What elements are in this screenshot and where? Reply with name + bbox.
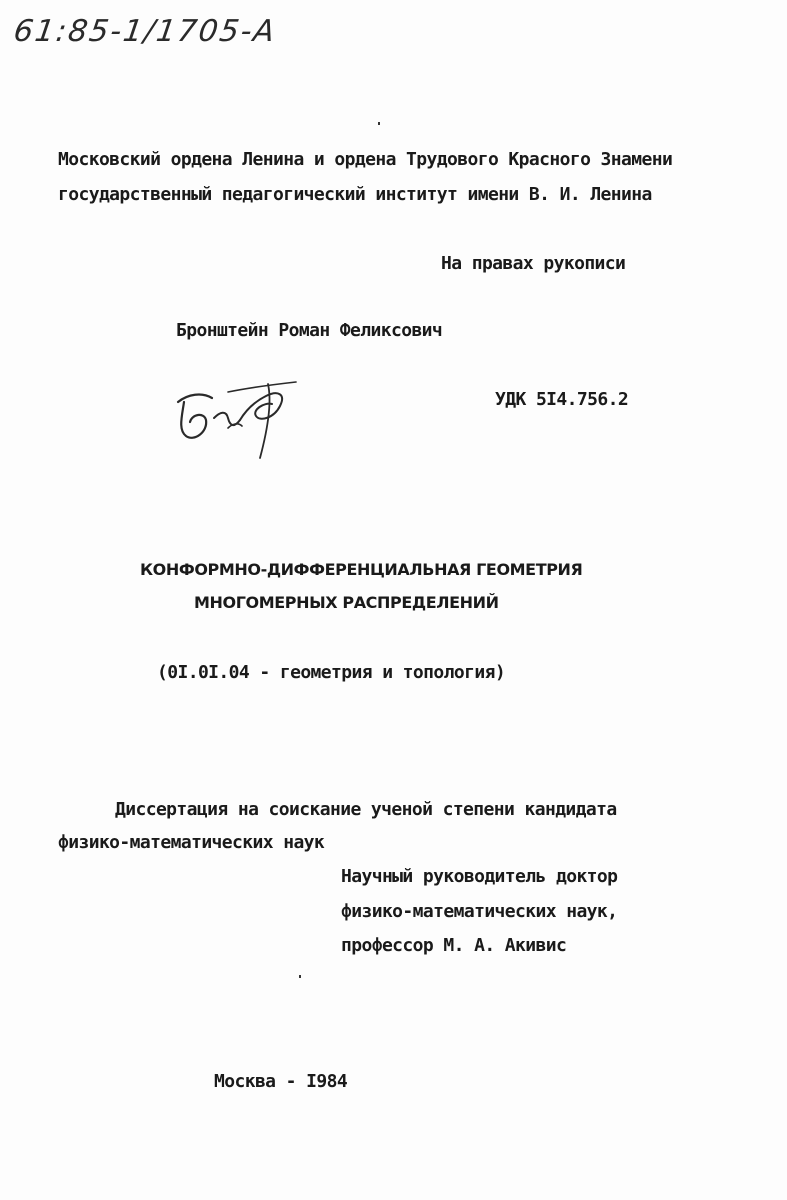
author-signature xyxy=(168,372,308,464)
manuscript-rights-note: На правах рукописи xyxy=(441,253,626,274)
title-line-1: КОНФОРМНО-ДИФФЕРЕНЦИАЛЬНАЯ ГЕОМЕТРИЯ xyxy=(140,560,583,579)
udc-code: УДК 5I4.756.2 xyxy=(495,389,629,410)
specialty-code: (0I.0I.04 - геометрия и топология) xyxy=(157,662,506,683)
author-name: Бронштейн Роман Феликсович xyxy=(176,320,443,341)
dissertation-line-2: физико-математических наук xyxy=(58,832,325,853)
institution-line-1: Московский ордена Ленина и ордена Трудового Красного Знамени xyxy=(58,149,673,170)
dissertation-line-1: Диссертация на соискание ученой степени кандидата xyxy=(115,799,617,820)
archive-number-handwritten: 61:85-1/1705-A xyxy=(11,14,279,49)
institution-line-2: государственный педагогический институт имени В. И. Ленина xyxy=(58,184,652,205)
city-year: Москва - I984 xyxy=(214,1071,348,1092)
scan-speck xyxy=(378,122,380,125)
title-line-2: МНОГОМЕРНЫХ РАСПРЕДЕЛЕНИЙ xyxy=(194,593,499,612)
advisor-line-2: физико-математических наук, xyxy=(341,901,618,922)
advisor-line-3: профессор М. А. Акивис xyxy=(341,935,567,956)
advisor-line-1: Научный руководитель доктор xyxy=(341,866,618,887)
scan-speck xyxy=(299,975,301,978)
